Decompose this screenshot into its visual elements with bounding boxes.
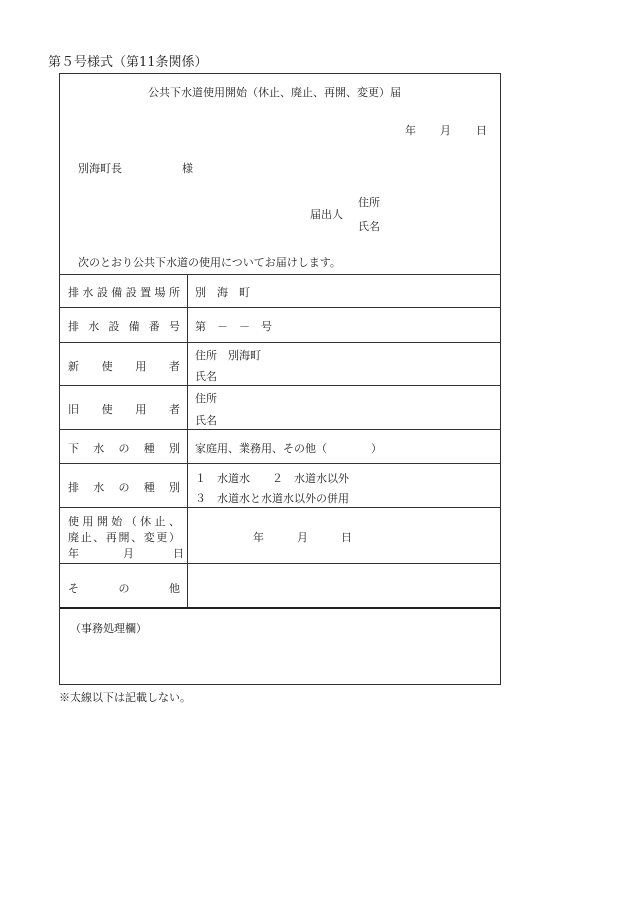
label-char: 用: [135, 360, 147, 373]
label-char: 旧: [68, 403, 79, 416]
label-char: 設: [108, 320, 120, 333]
label-char: 別: [169, 442, 180, 455]
other-label: [68, 580, 180, 596]
label-char: 用: [82, 515, 94, 528]
form-number: 第５号様式（第11条関係）: [48, 55, 208, 70]
old-user-name: 氏名: [195, 414, 217, 427]
label-char: 排: [68, 320, 79, 333]
label-char: 他: [169, 582, 180, 595]
label-char: の: [118, 481, 130, 494]
applicant-label: 届出人: [310, 208, 343, 221]
label-char: 排: [68, 481, 79, 494]
label-char: 廃: [68, 531, 79, 544]
label-char: 水: [93, 481, 105, 494]
label-char: 再: [105, 531, 117, 544]
label-char: 種: [143, 481, 155, 494]
label-char: の: [118, 582, 130, 595]
start-date-value: 年 月 日: [253, 531, 352, 544]
applicant-name: 氏名: [358, 220, 380, 233]
label-char: 下: [68, 442, 79, 455]
footer-note: ※太線以下は記載しない。: [59, 691, 191, 704]
label-char: 設: [125, 286, 137, 299]
sewage-type-value: 家庭用、業務用、その他（ ）: [195, 442, 382, 455]
label-char: 番: [148, 320, 160, 333]
start-date-label-year: 年: [68, 547, 79, 560]
label-char: ）: [169, 531, 180, 544]
label-char: 場: [154, 286, 166, 299]
start-date-label-month: 月: [123, 547, 134, 560]
number-label: [68, 318, 180, 334]
label-char: 止: [154, 515, 166, 528]
number-value: 第 － － 号: [195, 320, 272, 333]
label-char: 用: [135, 403, 147, 416]
rule: [60, 342, 500, 343]
label-char: 新: [68, 360, 79, 373]
form-title: 公共下水道使用開始（休止、廃止、再開、変更）届: [148, 86, 401, 99]
thick-rule: [60, 607, 500, 609]
start-date-label-2: [68, 529, 180, 545]
addressee-name: 別海町長: [78, 162, 122, 175]
label-char: 止: [80, 531, 92, 544]
label-char: 別: [169, 481, 180, 494]
location-value: 別 海 町: [195, 286, 250, 299]
label-char: 設: [96, 286, 108, 299]
drain-type-line1: １ 水道水 ２ 水道水以外: [195, 472, 349, 485]
drain-type-label: [68, 479, 180, 495]
label-char: 者: [168, 360, 180, 373]
rule: [60, 563, 500, 564]
label-char: 変: [143, 531, 155, 544]
label-char: 置: [140, 286, 152, 299]
label-char: 者: [168, 403, 180, 416]
label-char: 備: [128, 320, 140, 333]
rule: [60, 429, 500, 430]
label-char: 水: [93, 442, 105, 455]
intro-text: 次のとおり公共下水道の使用についてお届けします。: [78, 256, 341, 269]
old-user-label: [68, 401, 180, 417]
label-char: 開: [96, 515, 108, 528]
label-char: 使: [68, 515, 79, 528]
label-char: 備: [111, 286, 123, 299]
location-label: [68, 284, 180, 300]
application-form: [59, 73, 501, 685]
label-char: 、: [168, 515, 180, 528]
date-year: 年: [405, 124, 416, 137]
label-char: 始: [111, 515, 123, 528]
rule: [60, 307, 500, 308]
new-user-name: 氏名: [195, 370, 217, 383]
label-char: 、: [131, 531, 143, 544]
label-char: 使: [101, 403, 113, 416]
label-char: の: [118, 442, 130, 455]
rule: [60, 274, 500, 275]
date-day: 日: [476, 124, 487, 137]
label-char: 水: [82, 286, 94, 299]
label-char: そ: [68, 582, 79, 595]
start-date-label-1: [68, 513, 180, 529]
date-month: 月: [440, 124, 451, 137]
start-date-label-day: 日: [173, 547, 184, 560]
new-user-address: 住所 別海町: [195, 349, 261, 362]
rule: [60, 385, 500, 386]
old-user-address: 住所: [195, 392, 217, 405]
label-char: 号: [168, 320, 180, 333]
label-char: 更: [156, 531, 168, 544]
label-char: （: [125, 515, 137, 528]
office-use-label: （事務処理欄）: [70, 622, 147, 635]
label-char: 排: [68, 286, 79, 299]
label-char: 、: [93, 531, 105, 544]
new-user-label: [68, 358, 180, 374]
column-divider: [187, 274, 188, 607]
label-char: 種: [143, 442, 155, 455]
label-char: 所: [168, 286, 180, 299]
label-char: 休: [140, 515, 152, 528]
label-char: 水: [88, 320, 100, 333]
drain-type-line2: ３ 水道水と水道水以外の併用: [195, 492, 349, 505]
rule: [60, 507, 500, 508]
addressee-honorific: 様: [182, 162, 193, 175]
applicant-address: 住所: [358, 196, 380, 209]
rule: [60, 463, 500, 464]
label-char: 開: [118, 531, 130, 544]
label-char: 使: [101, 360, 113, 373]
sewage-type-label: [68, 440, 180, 456]
